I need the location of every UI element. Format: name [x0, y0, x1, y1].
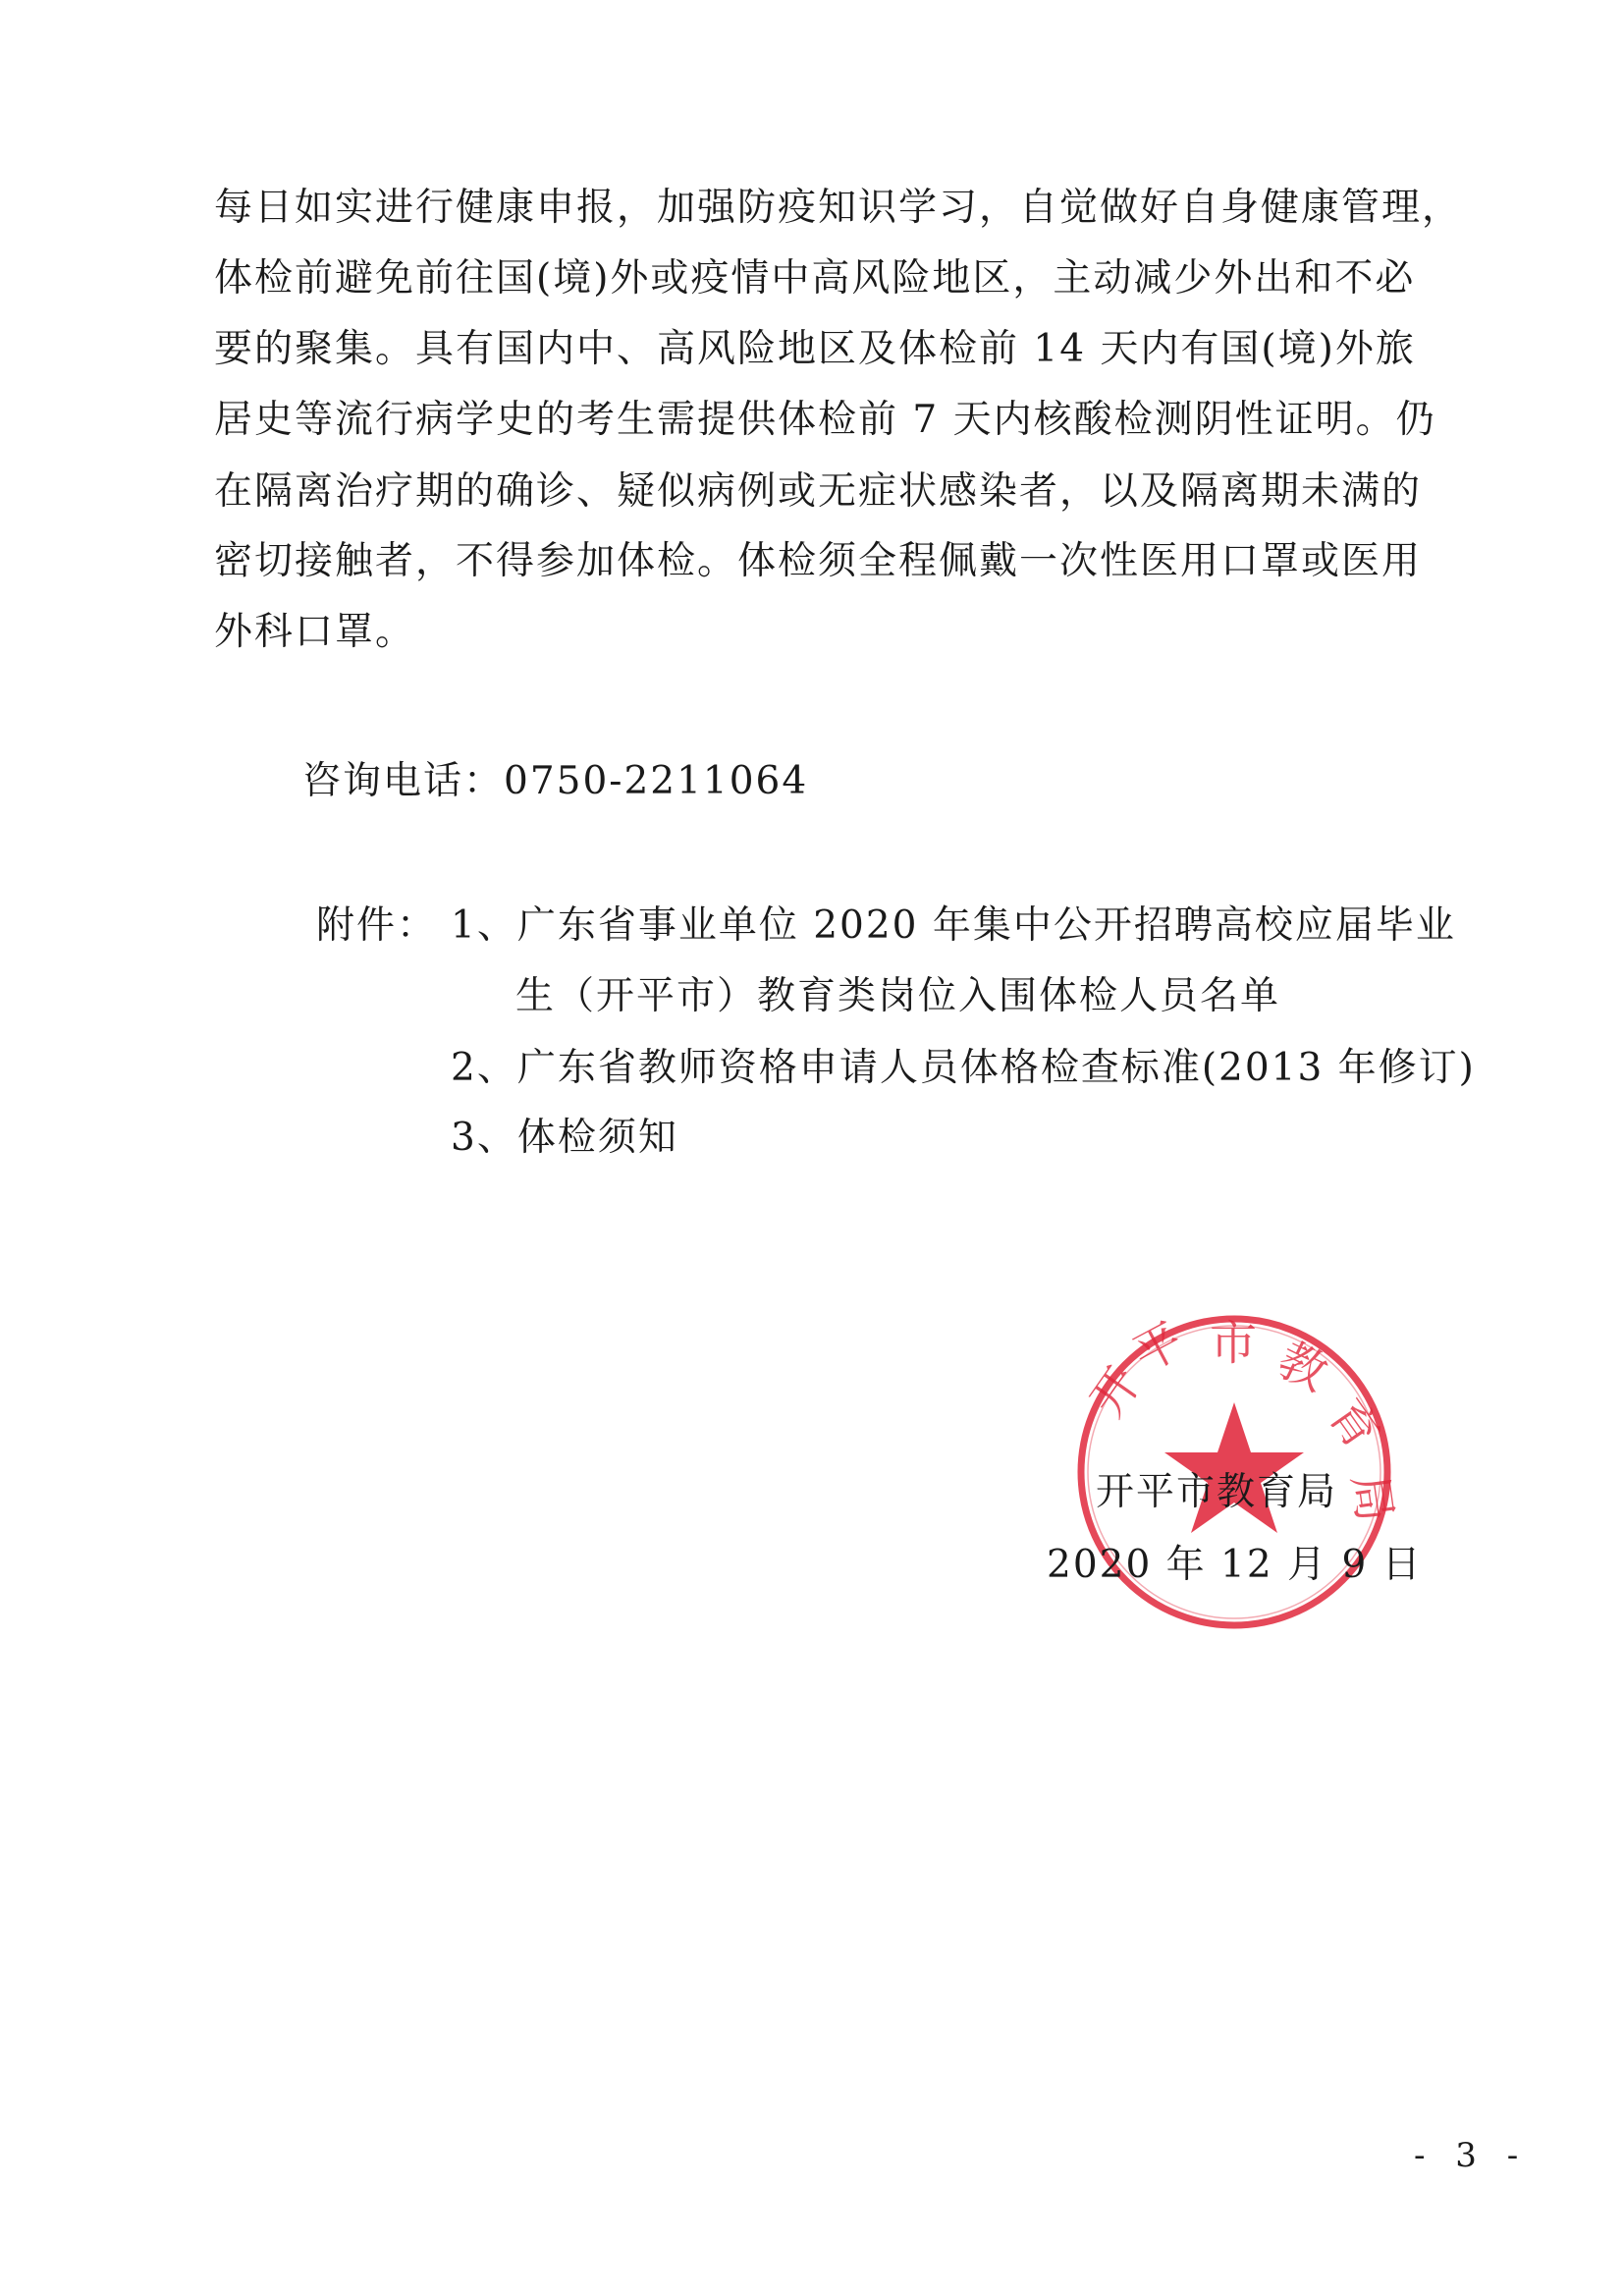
body-line: 要的聚集。具有国内中、高风险地区及体检前 14 天内有国(境)外旅: [214, 327, 1416, 371]
svg-text:育: 育: [1318, 1389, 1390, 1460]
page-number: - 3 -: [1414, 2136, 1529, 2175]
contact-phone: 0750-2211064: [504, 759, 809, 803]
body-line: 外科口罩。: [214, 610, 416, 654]
attachment-item-1: 1、广东省事业单位 2020 年集中公开招聘高校应届毕业: [451, 903, 1456, 948]
svg-text:教: 教: [1269, 1332, 1336, 1402]
svg-text:平: 平: [1124, 1312, 1193, 1384]
attachment-item-3: 3、体检须知: [451, 1116, 678, 1160]
attachments-label: 附件：: [316, 903, 438, 948]
body-line: 居史等流行病学史的考生需提供体检前 7 天内核酸检测阴性证明。仍: [214, 398, 1436, 442]
body-line: 密切接触者，不得参加体检。体检须全程佩戴一次性医用口罩或医用: [214, 539, 1423, 583]
contact-label: 咨询电话：: [302, 759, 505, 803]
body-line: 体检前避免前往国(境)外或疫情中高风险地区，主动减少外出和不必: [214, 256, 1416, 301]
signature-date: 2020 年 12 月 9 日: [1047, 1543, 1423, 1587]
attachment-item-2: 2、广东省教师资格申请人员体格检查标准(2013 年修订): [451, 1046, 1476, 1090]
contact-line: [302, 759, 809, 803]
signature-org: 开平市教育局: [1096, 1470, 1338, 1514]
svg-text:开: 开: [1079, 1356, 1153, 1427]
body-line: 在隔离治疗期的确诊、疑似病例或无症状感染者，以及隔离期未满的: [214, 469, 1423, 514]
svg-text:市: 市: [1210, 1316, 1258, 1371]
body-line: 每日如实进行健康申报，加强防疫知识学习，自觉做好自身健康管理，: [214, 186, 1463, 230]
svg-text:局: 局: [1341, 1470, 1403, 1526]
attachment-item-1-cont: 生（开平市）教育类岗位入围体检人员名单: [515, 974, 1281, 1018]
